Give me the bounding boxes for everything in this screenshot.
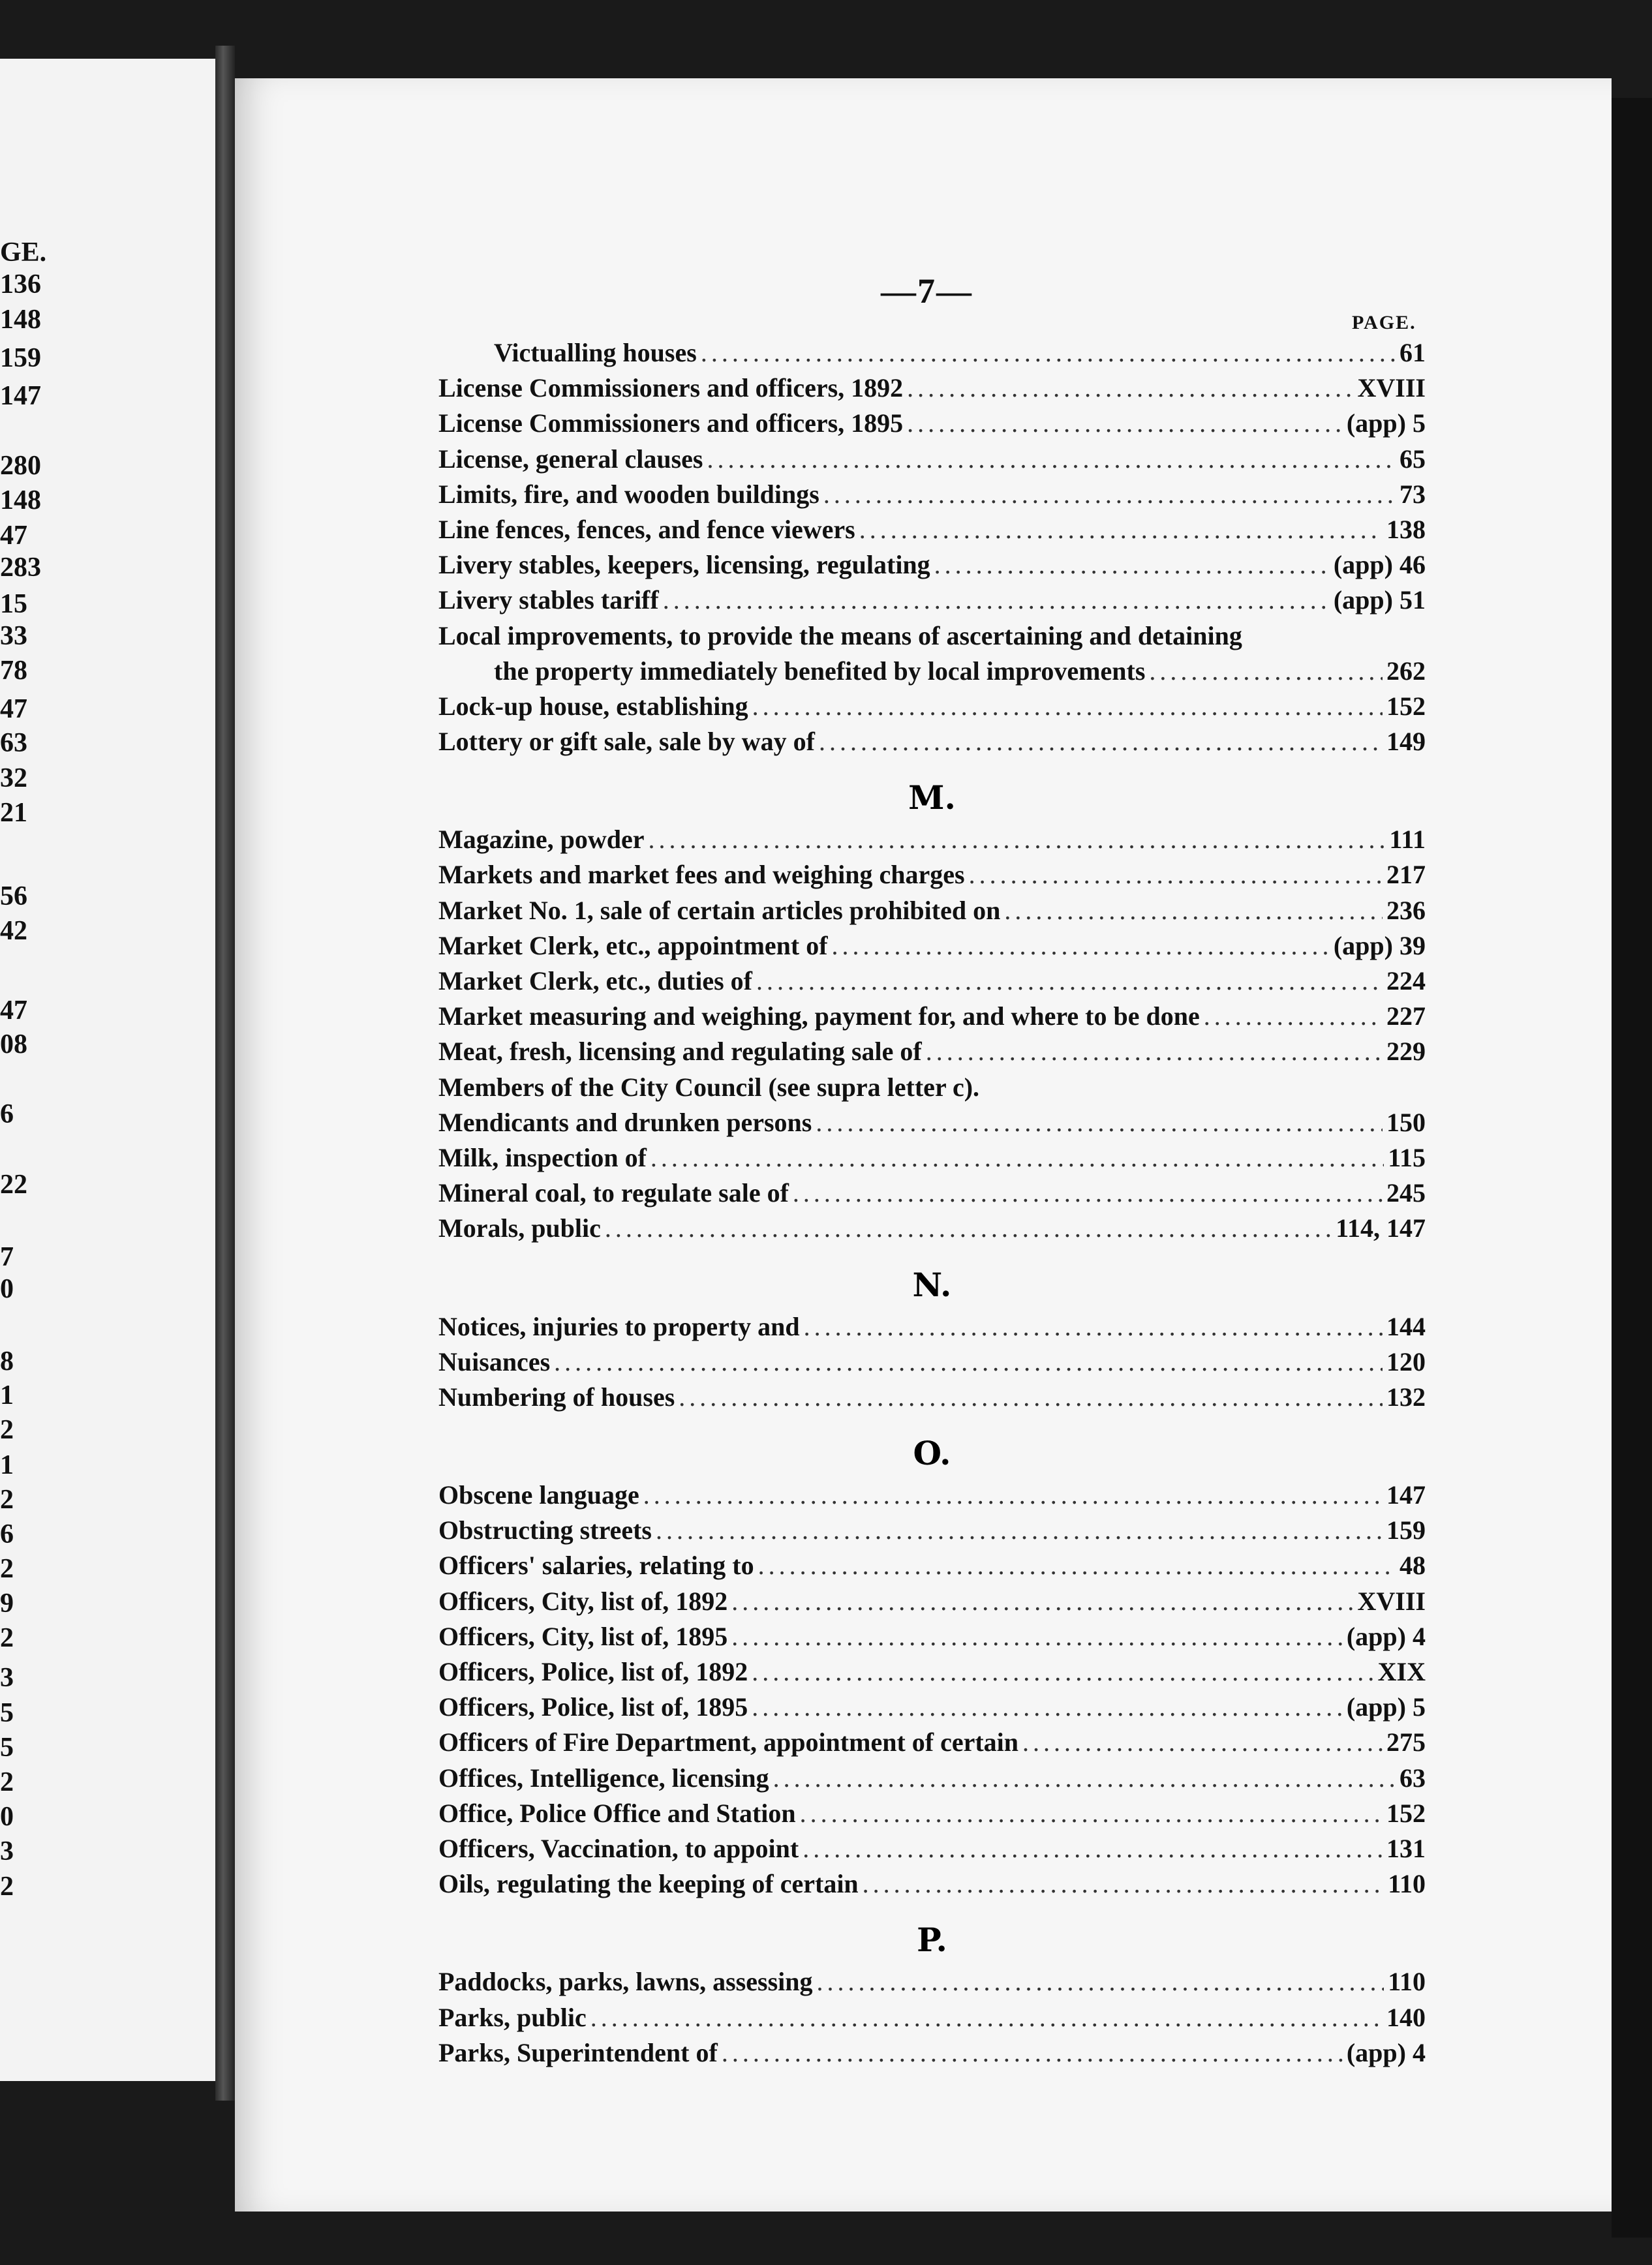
leader-dots [926, 1034, 1383, 1069]
leader-dots [773, 1761, 1396, 1796]
entry-page: 275 [1386, 1727, 1426, 1757]
entry-text: Limits, fire, and wooden buildings [438, 479, 819, 509]
index-entry [438, 442, 1426, 477]
page-number: —7— [881, 271, 973, 311]
leader-dots [752, 1690, 1343, 1725]
left-page-number: 2 [0, 1485, 14, 1515]
leader-dots [823, 477, 1396, 512]
leader-dots [731, 1584, 1353, 1619]
entry-text: Magazine, powder [438, 825, 645, 855]
index-entry [438, 1140, 1426, 1176]
leader-dots [800, 1796, 1383, 1831]
leader-dots [969, 857, 1383, 892]
leader-dots [656, 1513, 1383, 1548]
entry-page: 245 [1386, 1178, 1426, 1208]
leader-dots [859, 512, 1383, 547]
leader-dots [1022, 1725, 1383, 1760]
entry-text: Lottery or gift sale, sale by way of [438, 727, 815, 757]
entry-page: 110 [1388, 1967, 1426, 1997]
entry-text: Oils, regulating the keeping of certain [438, 1869, 859, 1899]
entry-page: (app) 4 [1346, 2037, 1426, 2067]
leader-dots [758, 1548, 1396, 1583]
entry-text: Nuisances [438, 1346, 551, 1376]
left-page-number: 8 [0, 1346, 14, 1376]
index-entry [438, 1309, 1426, 1345]
leader-dots [934, 547, 1330, 583]
left-page-number: 148 [0, 305, 41, 335]
entry-page: XVIII [1357, 373, 1426, 403]
left-page-number: 47 [0, 996, 27, 1026]
left-page-number: 3 [0, 1663, 14, 1693]
left-page-number: 148 [0, 485, 41, 515]
entry-text: Market Clerk, etc., appointment of [438, 930, 828, 960]
entry-page: 236 [1386, 895, 1426, 925]
entry-page: XIX [1377, 1657, 1426, 1686]
index-entry [438, 371, 1426, 406]
entry-text: Notices, injuries to property and [438, 1311, 800, 1341]
section-gap [438, 1247, 1426, 1261]
index-entry [438, 1034, 1426, 1069]
entry-text: Mendicants and drunken persons [438, 1107, 812, 1137]
entry-text: Officers, City, list of, 1892 [438, 1586, 728, 1616]
entry-page: 48 [1400, 1551, 1426, 1581]
entry-page: 227 [1386, 1001, 1426, 1031]
entry-page: 120 [1386, 1346, 1426, 1376]
left-page-number: 5 [0, 1698, 14, 1728]
index-entry [438, 1380, 1426, 1415]
index-entry [438, 1478, 1426, 1513]
entry-text: Milk, inspection of [438, 1142, 647, 1172]
index-entry [438, 1796, 1426, 1831]
index-entry [438, 724, 1426, 759]
entry-text: Officers, City, list of, 1895 [438, 1621, 728, 1651]
entry-text: Lock-up house, establishing [438, 691, 748, 721]
leader-dots [756, 964, 1383, 999]
leader-dots [590, 2000, 1383, 2035]
left-page-number: 280 [0, 451, 41, 481]
index-entry [438, 1345, 1426, 1380]
left-page-number: 08 [0, 1029, 27, 1059]
entry-page: 224 [1386, 966, 1426, 996]
entry-page: 110 [1388, 1869, 1426, 1899]
index-entry [438, 893, 1426, 928]
left-page-number: 9 [0, 1589, 14, 1619]
entry-text: Meat, fresh, licensing and regulating sale of [438, 1037, 922, 1067]
index-entry [438, 1105, 1426, 1140]
entry-text: Livery stables, keepers, licensing, regulating [438, 550, 930, 580]
entry-text: Officers, Vaccination, to appoint [438, 1833, 799, 1863]
entry-text: Office, Police Office and Station [438, 1798, 796, 1828]
book-gutter [215, 46, 235, 2101]
entry-page: 65 [1400, 444, 1426, 474]
entry-page: 115 [1388, 1142, 1426, 1172]
index-entry [438, 1070, 1426, 1105]
leader-dots [731, 1619, 1343, 1654]
entry-page: 131 [1386, 1833, 1426, 1863]
left-page-number: 1 [0, 1450, 14, 1480]
left-page-number: 2 [0, 1767, 14, 1797]
section-letter: N. [912, 1265, 952, 1304]
entry-page: (app) 4 [1346, 1621, 1426, 1651]
entry-text: Morals, public [438, 1213, 601, 1243]
index-entry [438, 822, 1426, 857]
leader-dots [752, 689, 1383, 724]
entry-page: 149 [1386, 727, 1426, 757]
entry-page: 159 [1386, 1515, 1426, 1545]
leader-dots [1149, 654, 1383, 689]
leader-dots [650, 1140, 1384, 1176]
left-page-number: 2 [0, 1872, 14, 1902]
left-page-number: 56 [0, 881, 27, 911]
left-page-number: GE. [0, 237, 47, 267]
entry-text: License Commissioners and officers, 1895 [438, 408, 904, 438]
left-page-number: 47 [0, 694, 27, 724]
leader-dots [649, 822, 1386, 857]
index-entry [438, 547, 1426, 583]
entry-text: Paddocks, parks, lawns, assessing [438, 1967, 813, 1997]
section-letter: P. [917, 1921, 947, 1960]
entry-page: (app) 46 [1333, 550, 1426, 580]
entry-text: Livery stables tariff [438, 585, 659, 615]
entry-text: Local improvements, to provide the means of ascertaining and detaining [438, 620, 1242, 650]
index-entry [438, 1548, 1426, 1583]
index-entry [438, 1690, 1426, 1725]
section-gap [438, 1902, 1426, 1916]
entry-page: 217 [1386, 860, 1426, 890]
entry-page: 144 [1386, 1311, 1426, 1341]
left-page-number: 2 [0, 1554, 14, 1584]
entry-text: Members of the City Council (see supra letter c). [438, 1072, 980, 1102]
left-page-number: 47 [0, 521, 27, 551]
left-page-number: 6 [0, 1519, 14, 1549]
leader-dots [907, 371, 1353, 406]
left-page-number: 22 [0, 1170, 27, 1200]
entry-page: 132 [1386, 1382, 1426, 1412]
entry-text: Markets and market fees and weighing charges [438, 860, 965, 890]
index-entry [438, 583, 1426, 618]
section-gap [438, 759, 1426, 774]
index-list [438, 335, 1426, 2071]
entry-page: 73 [1400, 479, 1426, 509]
leader-dots [554, 1345, 1383, 1380]
entry-text: the property immediately benefited by local improvements [494, 656, 1146, 686]
left-page-number: 136 [0, 269, 41, 299]
entry-text: Market Clerk, etc., duties of [438, 966, 752, 996]
left-page-number: 15 [0, 589, 27, 619]
entry-text: Victualling houses [494, 338, 697, 367]
entry-text: Line fences, fences, and fence viewers [438, 514, 855, 544]
left-page-number: 33 [0, 621, 27, 651]
left-page-number: 7 [0, 1242, 14, 1272]
page-column-label: PAGE. [1352, 312, 1416, 333]
entry-text: Numbering of houses [438, 1382, 675, 1412]
leader-dots [819, 724, 1383, 759]
leader-dots [752, 1654, 1373, 1690]
left-page-edge [0, 59, 215, 2081]
left-page-number: 3 [0, 1836, 14, 1866]
leader-dots [679, 1380, 1383, 1415]
entry-page: 152 [1386, 1798, 1426, 1828]
entry-page: 138 [1386, 514, 1426, 544]
index-entry [438, 1513, 1426, 1548]
index-entry [438, 928, 1426, 964]
left-page-number: 32 [0, 763, 27, 793]
index-entry [438, 857, 1426, 892]
entry-text: Obstructing streets [438, 1515, 652, 1545]
entry-page: (app) 5 [1346, 408, 1426, 438]
leader-dots [1004, 893, 1383, 928]
leader-dots [605, 1211, 1332, 1246]
entry-page: 262 [1386, 656, 1426, 686]
left-page-number: 0 [0, 1274, 14, 1304]
leader-dots [804, 1309, 1383, 1345]
index-entry [438, 654, 1426, 689]
entry-text: Market No. 1, sale of certain articles prohibited on [438, 895, 1001, 925]
leader-dots [707, 442, 1396, 477]
entry-text: Mineral coal, to regulate sale of [438, 1178, 789, 1208]
entry-text: Offices, Intelligence, licensing [438, 1763, 769, 1793]
section-letter: O. [913, 1434, 951, 1473]
entry-page: 229 [1386, 1037, 1426, 1067]
left-page-number: 5 [0, 1733, 14, 1763]
index-entry [438, 1211, 1426, 1246]
index-entry [438, 1761, 1426, 1796]
leader-dots [793, 1176, 1383, 1211]
leader-dots [817, 1964, 1384, 1999]
leader-dots [701, 335, 1396, 371]
entry-page: 147 [1386, 1480, 1426, 1510]
entry-text: Officers of Fire Department, appointment of certain [438, 1727, 1019, 1757]
index-entry [438, 335, 1426, 371]
entry-text: Officers, Police, list of, 1892 [438, 1657, 748, 1686]
left-page-number: 78 [0, 656, 27, 686]
index-entry [438, 964, 1426, 999]
entry-page: (app) 5 [1346, 1692, 1426, 1722]
entry-page: 61 [1400, 338, 1426, 367]
leader-dots [1204, 999, 1383, 1034]
entry-page: 152 [1386, 691, 1426, 721]
section-gap [438, 1415, 1426, 1429]
entry-text: Parks, Superintendent of [438, 2037, 718, 2067]
entry-text: Obscene language [438, 1480, 639, 1510]
left-page-number: 2 [0, 1415, 14, 1445]
left-page-number: 21 [0, 798, 27, 828]
index-entry [438, 1619, 1426, 1654]
index-entry [438, 1176, 1426, 1211]
leader-dots [663, 583, 1330, 618]
left-page-number: 6 [0, 1099, 14, 1129]
entry-text: Parks, public [438, 2002, 587, 2032]
leader-dots [907, 406, 1343, 441]
leader-dots [832, 928, 1330, 964]
leader-dots [722, 2035, 1343, 2071]
index-entry [438, 1725, 1426, 1760]
index-entry [438, 1831, 1426, 1866]
left-page-number: 42 [0, 916, 27, 946]
entry-text: Officers, Police, list of, 1895 [438, 1692, 748, 1722]
page-edge-shadow [1612, 98, 1652, 2238]
leader-dots [803, 1831, 1383, 1866]
entry-page: 140 [1386, 2002, 1426, 2032]
left-page-number: 147 [0, 381, 41, 411]
section-letter: M. [908, 778, 956, 817]
entry-page: (app) 51 [1333, 585, 1426, 615]
entry-page: XVIII [1357, 1586, 1426, 1616]
index-entry [438, 1964, 1426, 1999]
left-page-number: 1 [0, 1380, 14, 1410]
entry-text: License Commissioners and officers, 1892 [438, 373, 904, 403]
index-entry [438, 2000, 1426, 2035]
leader-dots [863, 1866, 1384, 1902]
entry-text: License, general clauses [438, 444, 703, 474]
index-entry [438, 406, 1426, 441]
entry-page: (app) 39 [1333, 930, 1426, 960]
index-entry [438, 477, 1426, 512]
leader-dots [816, 1105, 1383, 1140]
index-entry [438, 1654, 1426, 1690]
entry-text: Market measuring and weighing, payment for, and where to be done [438, 1001, 1200, 1031]
index-entry [438, 689, 1426, 724]
leader-dots [643, 1478, 1383, 1513]
index-entry [438, 1584, 1426, 1619]
index-entry [438, 1866, 1426, 1902]
left-page-number: 63 [0, 728, 27, 758]
entry-page: 63 [1400, 1763, 1426, 1793]
left-page-number: 0 [0, 1802, 14, 1832]
left-page-number: 2 [0, 1623, 14, 1653]
left-page-number: 159 [0, 343, 41, 373]
index-entry [438, 618, 1426, 654]
index-entry [438, 512, 1426, 547]
left-page-number: 283 [0, 553, 41, 583]
index-entry [438, 999, 1426, 1034]
entry-page: 111 [1389, 825, 1426, 855]
entry-page: 114, 147 [1336, 1213, 1426, 1243]
index-entry [438, 2035, 1426, 2071]
entry-text: Officers' salaries, relating to [438, 1551, 754, 1581]
entry-page: 150 [1386, 1107, 1426, 1137]
